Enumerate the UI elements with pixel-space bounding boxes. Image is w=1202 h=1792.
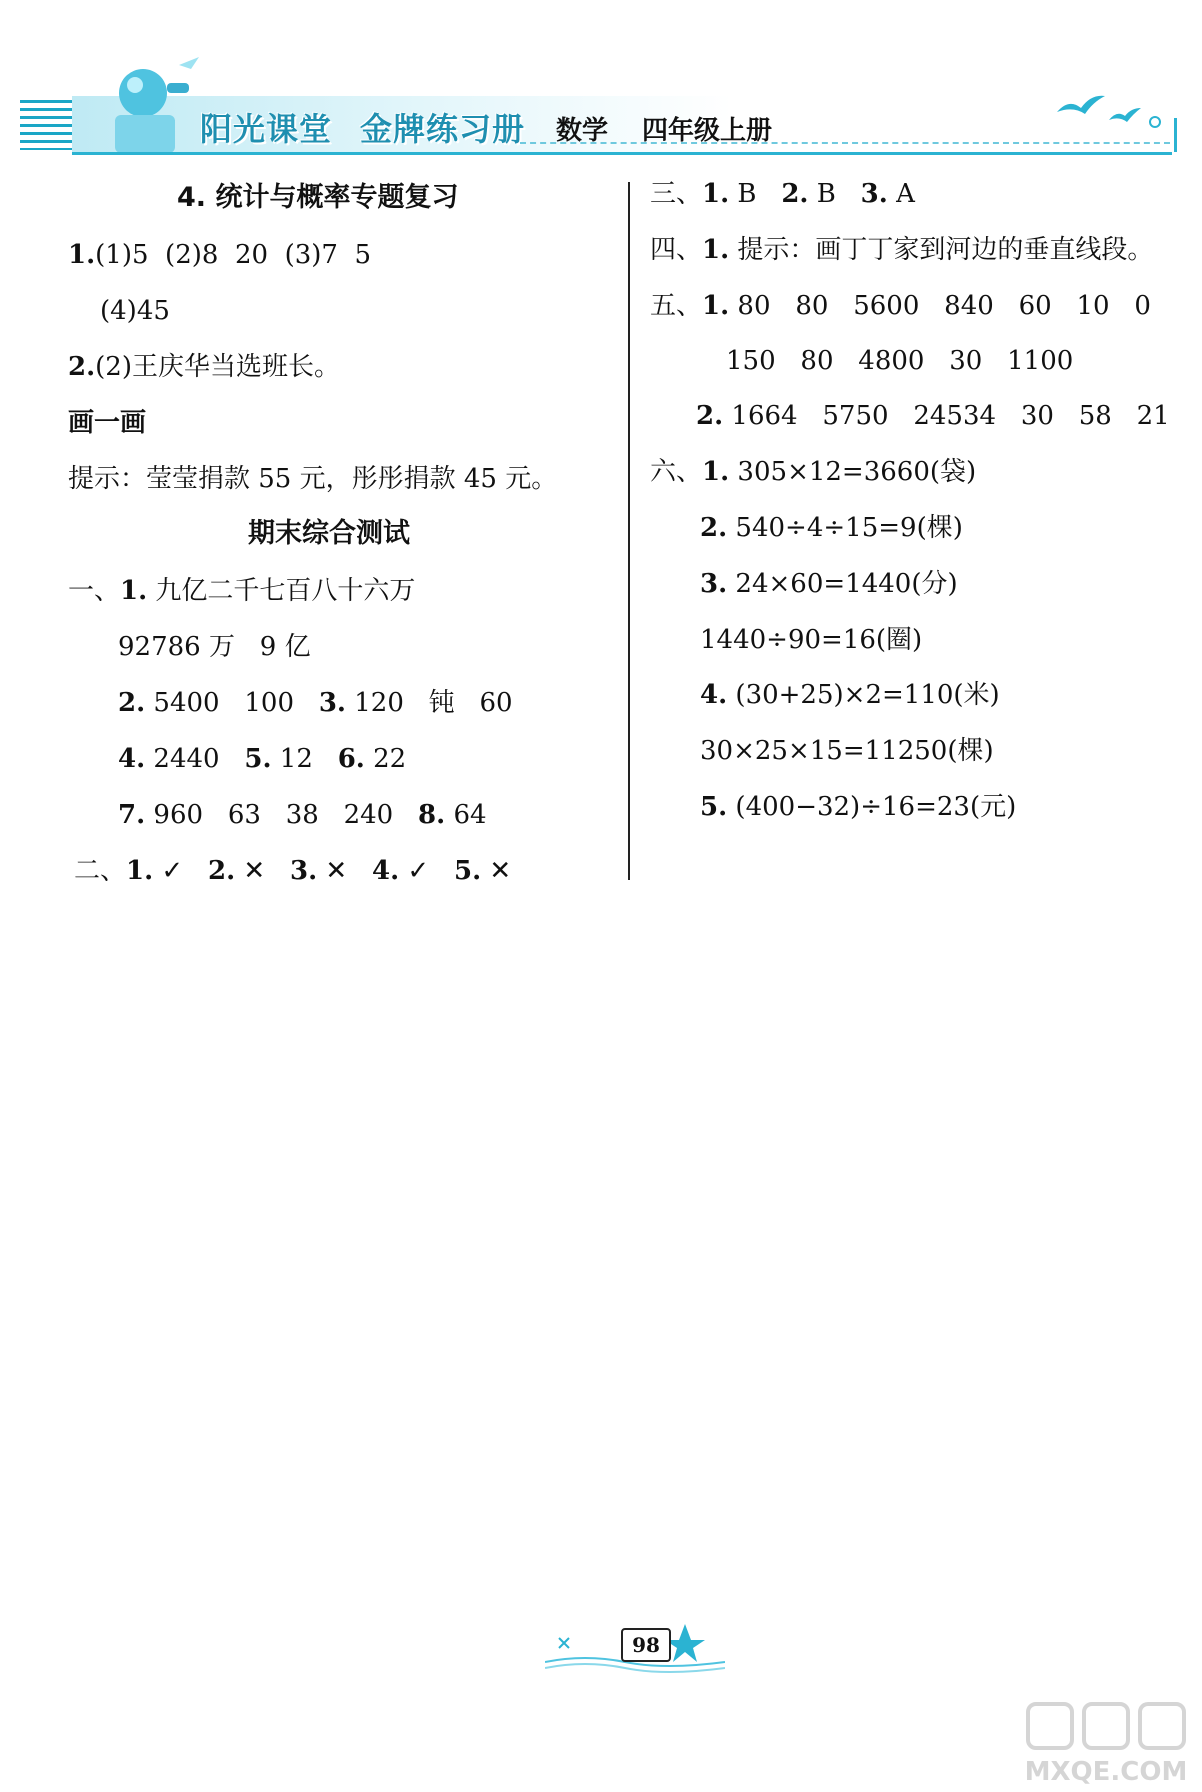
answer-line <box>650 179 915 209</box>
question-number: 3. <box>860 179 888 209</box>
question-number: 1. <box>702 457 730 487</box>
part-prefix: 三、 <box>650 179 703 209</box>
part-prefix: 四、 <box>650 235 703 265</box>
answer-mark: ✕ <box>481 856 512 886</box>
part-prefix: 二、 <box>74 856 127 886</box>
question-number: 8. <box>418 800 446 830</box>
answer-line <box>118 800 487 830</box>
answer-line <box>700 680 1000 710</box>
answer-line: (4)45 <box>100 296 170 326</box>
question-number: 1. <box>126 856 154 886</box>
answer-text: 305×12=3660(袋) <box>729 457 977 487</box>
part-prefix: 五、 <box>650 291 703 321</box>
answer-text: 24×60=1440(分) <box>727 569 958 599</box>
question-number: 4. <box>700 680 728 710</box>
part-prefix: 一、 <box>68 576 121 606</box>
seagulls-icon <box>1055 82 1165 132</box>
page-footer <box>545 1618 725 1678</box>
question-number: 4. <box>372 856 400 886</box>
question-number: 4. <box>118 744 146 774</box>
mascot-illustration <box>95 55 205 155</box>
answer-text: (400−32)÷16=23(元) <box>727 792 1017 822</box>
page-header <box>0 0 1202 165</box>
answer-line <box>74 856 511 886</box>
question-number: 1. <box>702 179 730 209</box>
answer-line <box>700 792 1016 822</box>
answer-line <box>118 688 513 718</box>
answer-text: 540÷4÷15=9(棵) <box>727 513 963 543</box>
answer-text: (30+25)×2=110(米) <box>727 680 1000 710</box>
answer-line <box>68 240 371 270</box>
part-prefix: 六、 <box>650 457 703 487</box>
answer-text: A <box>887 179 915 209</box>
question-number: 5. <box>244 744 272 774</box>
answer-line: 1440÷90=16(圈) <box>700 625 923 655</box>
answer-line <box>696 401 1170 431</box>
section-title-final-test: 期末综合测试 <box>248 518 410 549</box>
section-title-statistics: 4. 统计与概率专题复习 <box>177 182 459 213</box>
hint-text: 提示：莹莹捐款 55 元，彤彤捐款 45 元。 <box>68 464 558 494</box>
question-number: 3. <box>290 856 318 886</box>
answer-mark: ✕ <box>317 856 373 886</box>
answer-line <box>118 744 406 774</box>
answer-text: 960 63 38 240 <box>145 800 419 830</box>
question-number: 2. <box>208 856 236 886</box>
brand-part1: 阳光课堂 <box>200 110 333 148</box>
answer-line <box>68 352 340 382</box>
answer-text: 5400 100 <box>145 688 319 718</box>
question-number: 2. <box>68 352 96 382</box>
answer-text: B <box>729 179 782 209</box>
subheading-draw: 画一画 <box>68 408 147 438</box>
answer-line <box>650 235 1153 265</box>
question-number: 5. <box>700 792 728 822</box>
watermark-text: MXQE.COM <box>1024 1757 1188 1787</box>
answer-text: 64 <box>445 800 487 830</box>
question-number: 1. <box>68 240 96 270</box>
answer-text: (2)王庆华当选班长。 <box>95 352 340 382</box>
subject-label: 数学 <box>556 116 609 146</box>
answer-text: 120 钝 60 <box>345 688 513 718</box>
header-dashed-line <box>520 142 1170 144</box>
series-brand <box>200 104 525 150</box>
header-stripe-decoration <box>20 100 72 150</box>
answer-text: 80 80 5600 840 60 10 0 <box>729 291 1151 321</box>
answer-mark: ✓ <box>399 856 455 886</box>
answer-line: 30×25×15=11250(棵) <box>700 736 994 766</box>
answer-text: 提示：画丁丁家到河边的垂直线段。 <box>729 235 1154 265</box>
answer-line <box>68 576 415 606</box>
answer-line: 92786 万 9 亿 <box>118 632 311 662</box>
answer-text: B <box>808 179 861 209</box>
page-number: 98 <box>621 1628 671 1662</box>
answer-text: 2440 <box>145 744 245 774</box>
answer-mark: ✕ <box>235 856 291 886</box>
column-divider <box>628 182 630 880</box>
question-number: 2. <box>118 688 146 718</box>
answer-line <box>700 569 958 599</box>
question-number: 6. <box>337 744 365 774</box>
answer-mark: ✓ <box>153 856 209 886</box>
question-number: 2. <box>781 179 809 209</box>
answer-text: 1664 5750 24534 30 58 21 <box>723 401 1170 431</box>
question-number: 1. <box>702 235 730 265</box>
header-underline <box>72 152 1172 155</box>
answer-text: 12 <box>271 744 338 774</box>
question-number: 7. <box>118 800 146 830</box>
answer-text: 九亿二千七百八十六万 <box>147 576 416 606</box>
answer-line <box>650 291 1151 321</box>
question-number: 2. <box>696 401 724 431</box>
answer-text: 22 <box>364 744 407 774</box>
question-number: 3. <box>700 569 728 599</box>
answer-line: 150 80 4800 30 1100 <box>726 346 1074 376</box>
question-number: 1. <box>120 576 148 606</box>
question-number: 1. <box>702 291 730 321</box>
grade-label: 四年级上册 <box>642 116 773 146</box>
answer-line <box>650 457 976 487</box>
header-end-cap <box>1168 118 1177 152</box>
brand-part2: 金牌练习册 <box>360 110 526 148</box>
question-number: 5. <box>454 856 482 886</box>
watermark-logo <box>1020 1700 1195 1790</box>
answer-text: (1)5 (2)8 20 (3)7 5 <box>95 240 372 270</box>
answer-line <box>700 513 963 543</box>
question-number: 2. <box>700 513 728 543</box>
question-number: 3. <box>318 688 346 718</box>
